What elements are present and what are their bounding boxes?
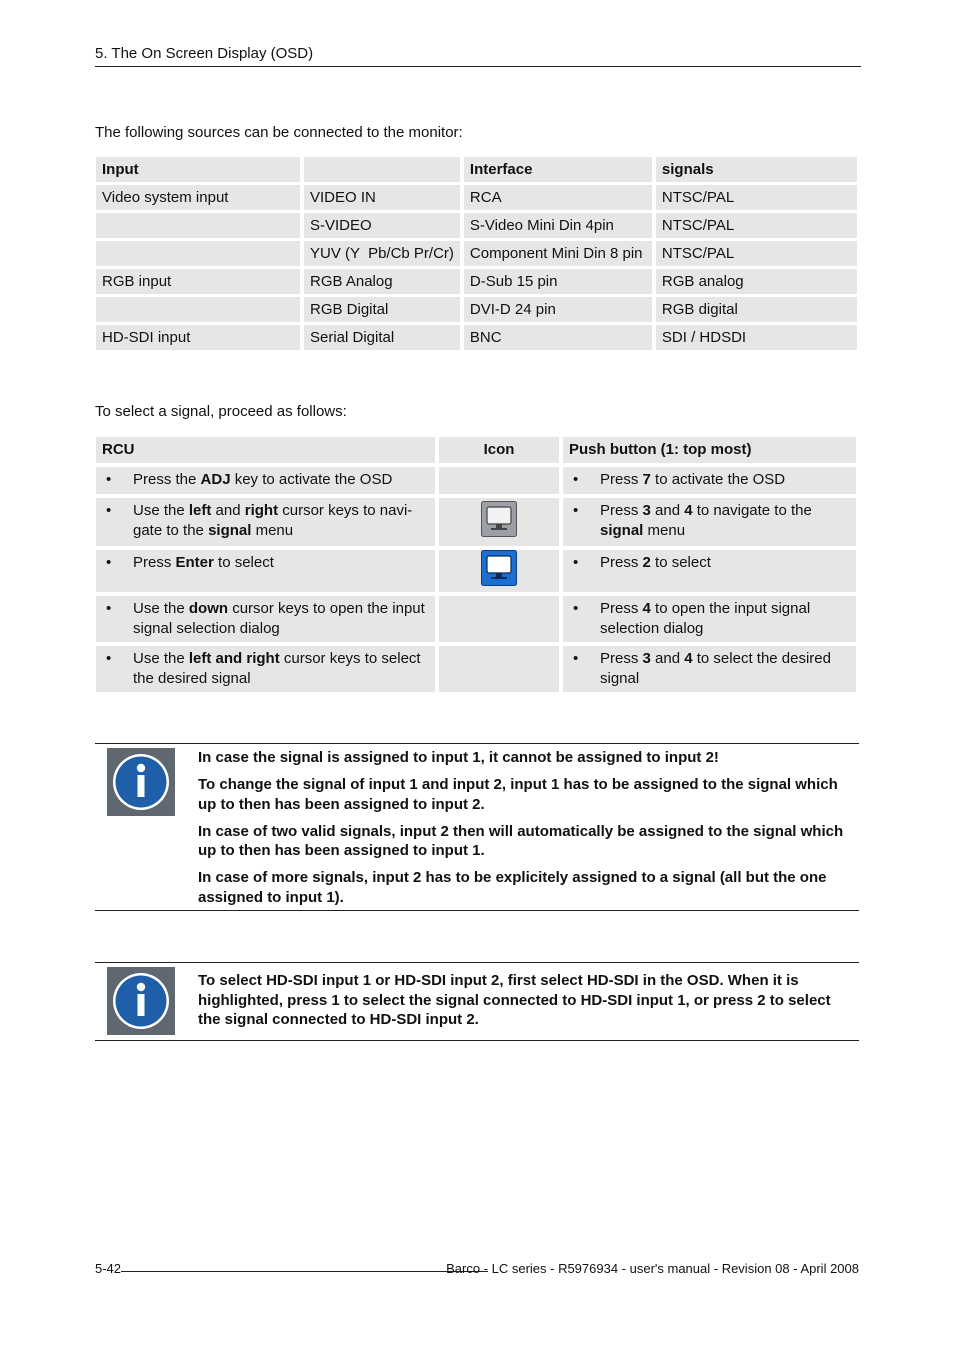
step-key: 3 [642,650,651,667]
bullet-item [569,599,850,639]
bullet: • [573,650,579,667]
step-text: Use the [133,600,189,617]
bullet: • [573,554,579,571]
header-cell: Push button (1: top most) [563,437,856,463]
header-cell: Icon [439,437,559,463]
note-paragraph: To select HD-SDI input 1 or HD-SDI input 2, first select HD-SDI in the OSD. When it is highlighted, press 1 to select the signal connected to HD-SDI input 1, or press 2 to select the signal connected to HD-SDI input 2. [198,972,831,1028]
table-row [96,213,857,238]
step-text: cursor keys to open the input signal selection dialog [133,600,425,637]
step-text: Press [600,600,643,617]
step-text: to select the desired signal [600,650,831,687]
step-text: Press [133,554,176,571]
rcu-step [96,596,435,642]
step-key: signal [208,522,252,539]
table-row [96,498,856,546]
step-text: key to activate the OSD [230,471,393,488]
step-key: 4 [684,650,693,667]
steps-header-row [96,437,856,463]
step-key: 3 [642,502,651,519]
table-cell: D-Sub 15 pin [464,269,652,294]
table-cell: DVI-D 24 pin [464,297,652,322]
table-cell: SDI / HDSDI [656,325,857,350]
step-text: and [650,502,685,519]
step-text: menu [643,522,686,539]
info-note [95,962,859,1041]
table-cell: RGB analog [656,269,857,294]
push-step [563,596,856,642]
info-icon [107,748,175,816]
note-paragraph: In case of two valid signals, input 2 then will automatically be assigned to the signal which up to then has been assigned to input 1. [198,822,844,859]
bullet-item [102,501,429,541]
table-cell: Serial Digital [304,325,460,350]
table-cell: RCA [464,185,652,210]
note-text [198,748,855,915]
rcu-step [96,646,435,692]
bullet-item [569,470,850,490]
push-step [563,550,856,592]
table-row [96,550,856,592]
push-step [563,467,856,494]
step-text: Press the [133,471,201,488]
step-text: to activate the OSD [650,471,786,488]
header-rule [95,66,861,67]
push-step [563,646,856,692]
table-cell: S-VIDEO [304,213,460,238]
step-text: to select [650,554,711,571]
bullet-item [569,649,850,689]
bullet-item [569,501,850,541]
steps-table [92,433,860,696]
table-cell: RGB digital [656,297,857,322]
rcu-step [96,550,435,592]
info-note [95,743,859,911]
bullet: • [106,502,112,519]
step-key: signal [600,522,644,539]
icon-cell [439,467,559,494]
step-key: left [188,502,212,519]
page-number: 5-42 [95,1261,122,1276]
icon-cell [439,596,559,642]
table-cell: BNC [464,325,652,350]
header-cell: signals [656,157,857,182]
step-text: Use the [133,650,189,667]
monitor-gray-icon [481,501,517,537]
note-paragraph: To change the signal of input 1 and input 2, input 1 has to be assigned to the signal which up to then has been assigned to input 2. [198,776,838,813]
table-cell: NTSC/PAL [656,185,857,210]
table-row [96,185,857,210]
table-cell: VIDEO IN [304,185,460,210]
bullet: • [106,554,112,571]
header-cell: RCU [96,437,435,463]
step-key: 7 [642,471,651,488]
table-cell [96,213,300,238]
icon-cell [439,498,559,546]
table-row [96,241,857,266]
monitor-blue-icon [481,550,517,586]
running-header: 5. The On Screen Display (OSD) [95,45,314,62]
table-cell: YUV (Y Pb/Cb Pr/Cr) [304,241,460,266]
bullet-item [102,649,429,689]
step-text: to select [213,554,274,571]
footer-doc-info: Barco - LC series - R5976934 - user's manual - Revision 08 - April 2008 [446,1261,859,1276]
footer-rule [121,1271,488,1272]
step-key: down [188,600,229,617]
step-key: 4 [684,502,693,519]
icon-cell [439,550,559,592]
table-cell: Component Mini Din 8 pin [464,241,652,266]
table-cell [96,297,300,322]
sources-table [92,154,861,353]
step-key: right [244,502,279,519]
step-text: and [650,650,685,667]
table-row [96,325,857,350]
step-text: Use the [133,502,189,519]
intro-sources: The following sources can be connected to the monitor: [95,124,463,141]
bullet-item [569,553,850,573]
info-icon [107,967,175,1035]
table-cell: RGB Digital [304,297,460,322]
table-cell: HD-SDI input [96,325,300,350]
step-text: Press [600,471,643,488]
table-cell: Video system input [96,185,300,210]
step-text: and [211,502,245,519]
step-key: 4 [642,600,651,617]
step-text: cursor keys to navi-gate to the [133,502,413,539]
bullet-item [102,599,429,639]
bullet: • [573,600,579,617]
note-text [198,971,855,1037]
note-paragraph: In case the signal is assigned to input 1, it cannot be assigned to input 2! [198,749,719,766]
bullet: • [106,600,112,617]
step-text: Press [600,502,643,519]
table-cell: NTSC/PAL [656,241,857,266]
table-row [96,467,856,494]
header-cell: Input [96,157,300,182]
table-row [96,269,857,294]
step-key: ADJ [200,471,231,488]
step-text: cursor keys to select the desired signal [133,650,421,687]
bullet: • [573,471,579,488]
table-row [96,596,856,642]
note-paragraph: In case of more signals, input 2 has to be explicitely assigned to a signal (all but the one assigned to input 1). [198,869,827,906]
step-text: Press [600,554,643,571]
step-key: left and right [188,650,280,667]
intro-steps: To select a signal, proceed as follows: [95,403,347,420]
table-row [96,646,856,692]
table-cell [96,241,300,266]
step-key: 2 [642,554,651,571]
table-cell: S-Video Mini Din 4pin [464,213,652,238]
push-step [563,498,856,546]
table-cell: RGB Analog [304,269,460,294]
icon-cell [439,646,559,692]
step-key: Enter [175,554,214,571]
info-icon [107,967,175,1035]
table-cell: NTSC/PAL [656,213,857,238]
header-cell [304,157,460,182]
rcu-step [96,498,435,546]
step-text: Press [600,650,643,667]
bullet: • [573,502,579,519]
info-icon [107,748,175,816]
header-cell: Interface [464,157,652,182]
step-text: to open the input signal selection dialog [600,600,811,637]
bullet-item [102,470,429,490]
bullet-item [102,553,429,573]
step-text: menu [251,522,294,539]
bullet: • [106,471,112,488]
step-text: to navigate to the [692,502,812,519]
table-cell: RGB input [96,269,300,294]
rcu-step [96,467,435,494]
sources-header-row [96,157,857,182]
bullet: • [106,650,112,667]
table-row [96,297,857,322]
